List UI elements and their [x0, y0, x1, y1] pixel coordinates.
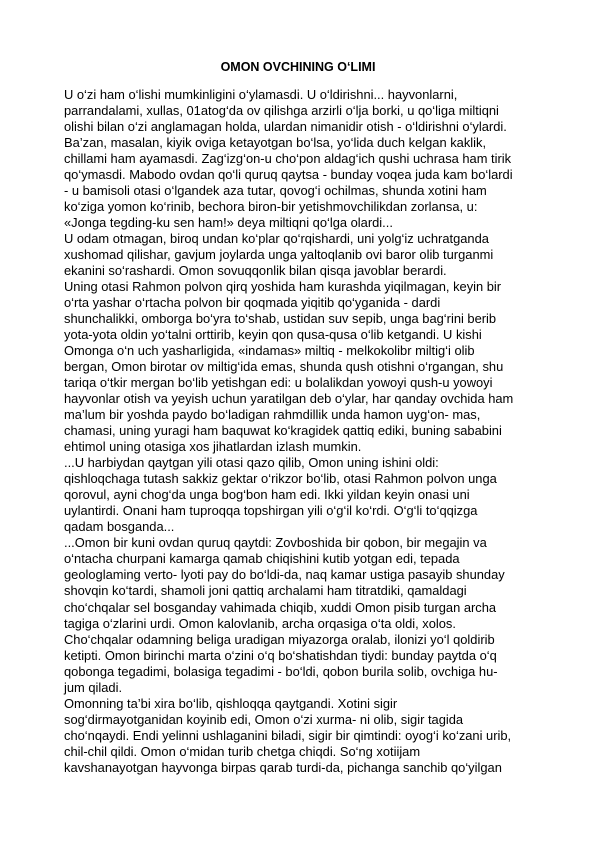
- text-line: sog‘dirmayotganidan koyinib edi, Omon o‘zi xurma- ni olib, sigir tagida: [64, 711, 464, 727]
- text-line: bergan, Omon birotar ov miltig‘ida emas, shunda qush otishni o‘rgangan, shu: [64, 359, 504, 375]
- text-line: Omonga o‘n uch yasharligida, «indamas» miltiq - melkokolibr miltig‘i olib: [64, 343, 475, 359]
- text-line: chillami ham ayamasdi. Zag‘izg‘on-u cho‘pon aldag‘ich qushi uchrasa ham tirik: [64, 151, 512, 167]
- document-body: [64, 87, 554, 776]
- text-line: ...U harbiydan qaytgan yili otasi qazo qilib, Omon uning ishini oldi:: [64, 455, 439, 471]
- text-line: kavshanayotgan hayvonga birpas qarab turdi-da, pichanga sanchib qo‘yilgan: [64, 759, 502, 775]
- text-line: chil-chil qildi. Omon o‘midan turib chetga chiqdi. So‘ng xotiijam: [64, 743, 421, 759]
- text-line: U odam otmagan, biroq undan ko‘plar qo‘rqishardi, uni yolg‘iz uchratganda: [64, 231, 489, 247]
- text-line: olishi bilan o‘zi anglamagan holda, ulardan nimanidir otish - o‘ldirishni o‘ylardi.: [64, 119, 507, 135]
- text-line: U o‘zi ham o‘lishi mumkinligini o‘ylamasdi. U o‘ldirishni... hayvonlarni,: [64, 87, 458, 102]
- text-line: parrandalami, xullas, 01atog‘da ov qilishga arzirli o‘lja borki, u qo‘liga miltiqni: [64, 103, 499, 119]
- text-line: uylantirdi. Onani ham tuproqqa topshirgan yili o‘g‘il ko‘rdi. O‘g‘li to‘qqizga: [64, 503, 478, 519]
- text-line: - u bamisoli otasi o‘lgandek aza tutar, qovog‘i ochilmas, shunda xotini ham: [64, 183, 487, 199]
- text-line: Uning otasi Rahmon polvon qirq yoshida ham kurashda yiqilmagan, keyin bir: [64, 279, 502, 295]
- text-line: qo‘ymasdi. Mabodo ovdan qo‘li quruq qaytsa - bunday voqea juda kam bo‘lardi: [64, 167, 513, 183]
- text-line: shunchalikki, omborga bo‘yra to‘shab, ustidan suv sepib, unga bag‘rini berib: [64, 311, 497, 327]
- text-line: ketipti. Omon birinchi marta o‘zini o‘q bo‘shatishdan tiydi: bunday paytda o‘q: [64, 647, 497, 663]
- text-line: tagiga o‘zlarini urdi. Omon kalovlanib, archa orqasiga o‘ta oldi, xolos.: [64, 615, 456, 631]
- text-line: o‘ntacha churpani kamarga qamab chiqishini kutib yotgan edi, tepada: [64, 551, 460, 567]
- text-line: «Jonga tegding-ku sen ham!» deya miltiqni qo‘lga olardi...: [64, 215, 393, 231]
- text-line: xushomad qilishar, gavjum joylarda unga yaltoqlanib ovi baror olib turganmi: [64, 247, 494, 263]
- text-line: qobonga tegadimi, bolasiga tegadimi - bo‘ldi, qobon burila solib, ovchiga hu-: [64, 663, 498, 679]
- text-line: jum qiladi.: [64, 679, 123, 695]
- text-line: ko‘ziga yomon ko‘rinib, bechora biron-bir yetishmovchilikdan zorlansa, u:: [64, 199, 478, 215]
- document-title: OMON OVCHINING O‘LIMI: [220, 60, 376, 74]
- text-line: geologlaming verto- lyoti pay do bo‘ldi-da, naq kamar ustiga pasayib shunday: [64, 567, 505, 583]
- text-line: cho‘chqalar sel bosganday vahimada chiqib, xuddi Omon pisib turgan archa: [64, 599, 497, 615]
- text-line: shovqin ko‘tardi, shamoli joni qattiq archalami ham titratdiki, qamaldagi: [64, 583, 467, 599]
- text-line: qishloqchaga tutash sakkiz gektar o‘rikzor bo‘lib, otasi Rahmon polvon unga: [64, 471, 497, 487]
- text-line: qadam bosganda...: [64, 519, 175, 535]
- text-line: Omonning ta’bi xira bo‘lib, qishloqqa qaytgandi. Xotini sigir: [64, 695, 398, 711]
- text-line: tariqa o‘tkir mergan bo‘lib yetishgan edi: u bolalikdan yowoyi qush-u yowoyi: [64, 375, 493, 391]
- text-line: Ba’zan, masalan, kiyik oviga ketayotgan bo‘lsa, yo‘lida duch kelgan kaklik,: [64, 135, 487, 151]
- text-line: yota-yota oldin yo‘talni orttirib, keyin qon qusa-qusa o‘lib ketgandi. U kishi: [64, 327, 482, 343]
- text-line: o‘rta yashar o‘rtacha polvon bir qoqmada yiqitib qo‘yganida - dardi: [64, 295, 441, 311]
- text-line: cho‘nqaydi. Endi yelinni ushlaganini biladi, sigir bir qimtindi: oyog‘i ko‘zani urib,: [64, 727, 512, 743]
- text-line: Cho‘chqalar odamning beliga uradigan miyazorga oralab, ilonizi yo‘l qoldirib: [64, 631, 495, 647]
- text-line: ekanini so‘rashardi. Omon sovuqqonlik bilan qisqa javoblar berardi.: [64, 263, 447, 279]
- text-line: hayvonlar otish va yeyish uchun yaratilgan deb o‘ylar, har qanday ovchida ham: [64, 391, 514, 407]
- text-line: chamasi, uning yuragi ham baquwat ko‘kragidek qattiq ediki, buning sababini: [64, 423, 502, 439]
- text-line: ma’lum bir yoshda paydo bo‘ladigan rahmdillik unda hamon uyg‘on- mas,: [64, 407, 481, 423]
- text-line: qorovul, ayni chog‘da unga bog‘bon ham edi. Ikki yildan keyin onasi uni: [64, 487, 470, 503]
- text-line: ehtimol uning otasiga xos jihatlardan izlash mumkin.: [64, 439, 362, 455]
- text-line: ...Omon bir kuni ovdan quruq qaytdi: Zovboshida bir qobon, bir megajin va: [64, 535, 487, 551]
